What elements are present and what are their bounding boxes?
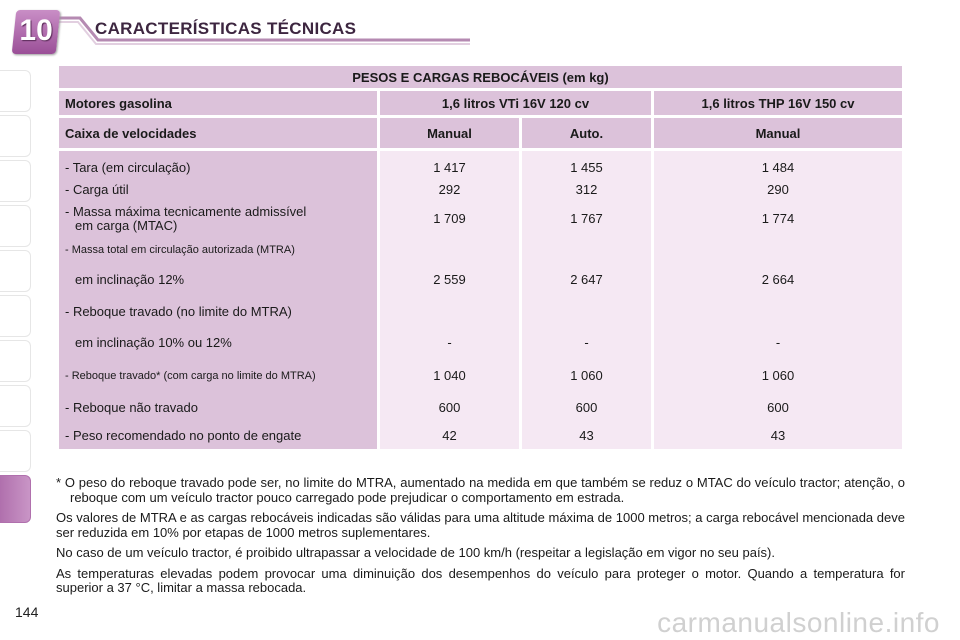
row-label: - Reboque travado* (com carga no limite do MTRA) xyxy=(65,370,316,382)
cell-value: 292 xyxy=(438,182,461,197)
note-paragraph: As temperaturas elevadas podem provocar uma diminuição dos desempenhos do veículo para proteger o motor. Quando a temperatura for superior a 37 °C, limitar a massa rebocada. xyxy=(56,565,905,595)
engines-row xyxy=(59,91,902,115)
values-column-1 xyxy=(380,151,519,449)
gearbox-row xyxy=(59,118,902,148)
chapter-number: 10 xyxy=(19,14,53,47)
note-paragraph: Os valores de MTRA e as cargas rebocáveis indicadas são válidas para uma altitude máxima de 1000 metros; a carga rebocável mencionada deve ser reduzida em 10% por etapas de 1000 metros suplementares. xyxy=(56,510,905,540)
table-title-row xyxy=(59,66,902,88)
cell-value: 1 455 xyxy=(570,160,603,175)
cell-value: 600 xyxy=(767,400,789,415)
values-column-3 xyxy=(654,151,902,449)
cell-value: 600 xyxy=(575,400,598,415)
cell-value: 312 xyxy=(575,182,598,197)
side-tab[interactable] xyxy=(0,430,31,472)
row-label xyxy=(65,201,371,237)
side-tab[interactable] xyxy=(0,70,31,112)
cell-value: 1 709 xyxy=(433,211,466,226)
row-label: - Peso recomendado no ponto de engate xyxy=(65,428,302,443)
row-label: - Tara (em circulação) xyxy=(65,160,191,175)
cell-value: 43 xyxy=(770,428,786,443)
cell-value: 1 060 xyxy=(761,368,795,383)
cell-value: 1 484 xyxy=(761,160,795,175)
row-label: - Massa total em circulação autorizada (MTRA) xyxy=(65,244,295,256)
cell-value: 1 774 xyxy=(761,211,795,226)
cell-value: 2 664 xyxy=(761,272,795,287)
side-tab[interactable] xyxy=(0,115,31,157)
cell-value: 2 647 xyxy=(570,272,603,287)
engine-2: 1,6 litros THP 16V 150 cv xyxy=(654,91,902,115)
engines-label: Motores gasolina xyxy=(59,91,377,115)
cell-value: 42 xyxy=(442,428,457,443)
gearbox-3: Manual xyxy=(654,118,902,148)
chapter-side-tabs xyxy=(0,70,32,526)
cell-value: 1 767 xyxy=(570,211,603,226)
page-number: 144 xyxy=(15,604,39,620)
row-label: em inclinação 12% xyxy=(75,272,185,287)
cell-value: 2 559 xyxy=(433,272,466,287)
table-title: PESOS E CARGAS REBOCÁVEIS (em kg) xyxy=(59,66,902,88)
gearbox-1: Manual xyxy=(380,118,519,148)
notes-section xyxy=(56,476,905,602)
row-label: - Reboque não travado xyxy=(65,400,198,415)
row-label: - Carga útil xyxy=(65,182,129,197)
engine-1: 1,6 litros VTi 16V 120 cv xyxy=(380,91,651,115)
weights-table xyxy=(56,63,905,452)
side-tab[interactable] xyxy=(0,250,31,292)
cell-value: - xyxy=(775,335,781,350)
note-paragraph: No caso de um veículo tractor, é proibido ultrapassar a velocidade de 100 km/h (respeitar a legislação em vigor no seu país). xyxy=(56,545,775,560)
cell-value: - xyxy=(584,335,589,350)
row-label: em inclinação 10% ou 12% xyxy=(75,335,232,350)
cell-value: 1 417 xyxy=(433,160,466,175)
footnote: * O peso do reboque travado pode ser, no limite do MTRA, aumentado na medida em que também se reduz o MTAC do veículo tractor; atenção, o reboque com um veículo tractor pouco carregado pode prejudicar o comportamento em estrada. xyxy=(56,475,905,505)
cell-value: 1 060 xyxy=(570,368,603,383)
row-label-line: em carga (MTAC) xyxy=(75,218,178,233)
cell-value: 290 xyxy=(767,182,789,197)
side-tab-active[interactable] xyxy=(0,475,31,523)
cell-value: 600 xyxy=(438,400,461,415)
side-tab[interactable] xyxy=(0,385,31,427)
cell-value: 1 040 xyxy=(433,368,466,383)
chapter-badge xyxy=(12,10,61,54)
gearbox-2: Auto. xyxy=(522,118,651,148)
watermark: carmanualsonline.info xyxy=(657,607,940,638)
side-tab[interactable] xyxy=(0,205,31,247)
cell-value: - xyxy=(447,335,452,350)
page-title: CARACTERÍSTICAS TÉCNICAS xyxy=(95,19,357,38)
values-column-2 xyxy=(522,151,651,449)
labels-column xyxy=(59,151,377,449)
table-body-row xyxy=(59,151,902,449)
cell-value: 43 xyxy=(579,428,594,443)
row-label: - Reboque travado (no limite do MTRA) xyxy=(65,304,292,319)
gearbox-label: Caixa de velocidades xyxy=(59,118,377,148)
side-tab[interactable] xyxy=(0,295,31,337)
side-tab[interactable] xyxy=(0,160,31,202)
row-label-line: - Massa máxima tecnicamente admissível xyxy=(65,204,307,219)
side-tab[interactable] xyxy=(0,340,31,382)
